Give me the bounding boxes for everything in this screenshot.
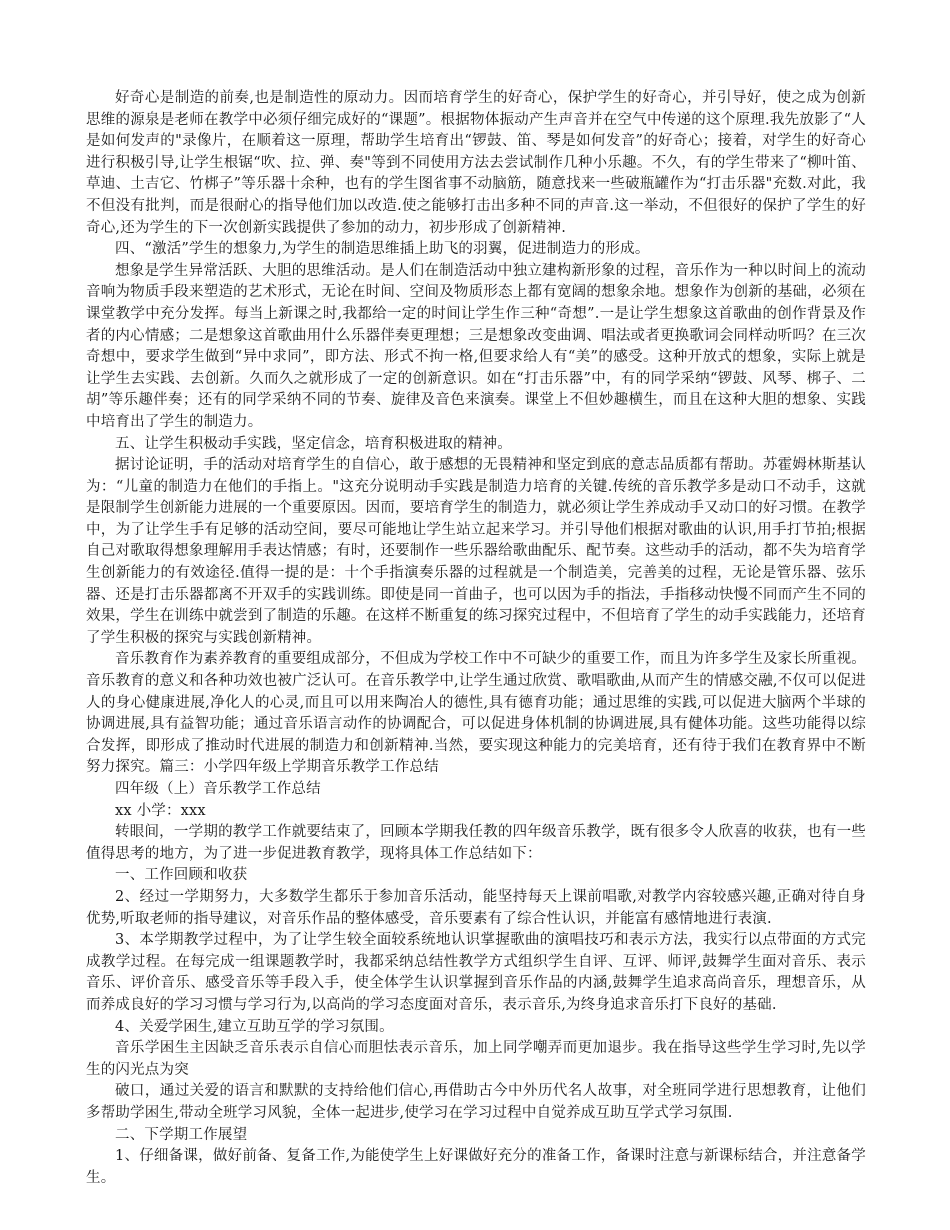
report-author: xx 小学：xxx [115,802,206,819]
paragraph: 想象是学生异常活跃、大胆的思维活动。是人们在制造活动中独立建构新形象的过程，音乐作为一种以时间上的流动音响为物质手段来塑造的艺术形式，无论在时间、空间及物质形态上都有宽阔的想象余地。想象作为创新的基础，必须在课堂教学中充分发挥。每当上新课之时,我都给一定的时间让学生作三种“奇想”.一是让学生想象这首歌曲的创作背景及作者的内心情感；二是想象这首歌曲用什么乐器伴奏更理想；三是想象改变曲调、唱法或者更换歌词会同样动听吗？在三次奇想中，要求学生做到“异中求同”，即方法、形式不拘一格,但要求给人有“美”的感受。这种开放式的想象，实际上就是让学生去实践、去创新。久而久之就形成了一定的创新意识。如在“打击乐器”中，有的同学采纳“锣鼓、风琴、梆子、二胡”等乐趣伴奏；还有的同学采纳不同的节奏、旋律及音色来演奏。课堂上不但妙趣横生，而且在这种大胆的想象、实践中培育出了学生的制造力。 [86,262,866,430]
section-heading: 二、下学期工作展望 [115,1126,248,1143]
paragraph: 破口，通过关爱的语言和默默的支持给他们信心,再借助古今中外历代名人故事，对全班同学进行思想教育，让他们多帮助学困生,带动全班学习风貌，全体一起进步,使学习在学习过程中自觉养成互助互学式学习氛围. [86,1083,866,1121]
paragraph: 音乐学困生主因缺乏音乐表示自信心而胆怯表示音乐，加上同学嘲弄而更加退步。我在指导这些学生学习时,先以学生的闪光点为突 [86,1040,866,1078]
section-heading: 一、工作回顾和收获 [115,867,248,884]
paragraph: 转眼间，一学期的教学工作就要结束了，回顾本学期我任教的四年级音乐教学，既有很多令人欣喜的收获，也有一些值得思考的地方，为了进一步促进教育教学，现将具体工作总结如下： [86,824,866,862]
paragraph: 好奇心是制造的前奏,也是制造性的原动力。因而培育学生的好奇心，保护学生的好奇心，并引导好，使之成为创新思维的源泉是老师在教学中必须仔细完成好的“课题”。根据物体振动产生声音并在空气中传递的这个原理.我先放影了“人是如何发声的"录像片，在顺着这一原理，帮助学生培育出“锣鼓、笛、琴是如何发音”的好奇心；接着，对学生的好奇心进行积极引导,让学生根锯“吹、拉、弹、奏"等到不同使用方法去尝试制作几种小乐趣。不久，有的学生带来了“柳叶笛、草迪、土吉它、竹梆子”等乐器十余种，也有的学生图省事不动脑筋，随意找来一些破瓶罐作为“打击乐器"充数.对此，我不但没有批判，而是很耐心的指导他们加以改造.使之能够打击出多种不同的声音.这一举动，不但很好的保护了学生的好奇心,还为学生的下一次创新实践提供了参加的动力，初步形成了创新精神. [86,90,866,236]
section-heading: 四、“激活”学生的想象力,为学生的制造思维插上助飞的羽翼，促进制造力的形成。 [115,241,650,258]
document-body [86,88,866,1189]
report-title: 四年级（上）音乐教学工作总结 [115,781,321,797]
paragraph: 1、仔细备课，做好前备、复备工作,为能使学生上好课做好充分的准备工作，备课时注意与新课标结合，并注意备学生。 [86,1148,866,1186]
paragraph: 2、经过一学期努力，大多数学生都乐于参加音乐活动，能坚持每天上课前唱歌,对教学内容较感兴趣,正确对待自身优势,听取老师的指导建议，对音乐作品的整体感受，音乐要素有了综合性认识，并能富有感情地进行表演. [86,888,866,927]
paragraph: 3、本学期教学过程中，为了让学生较全面较系统地认识掌握歌曲的演唱技巧和表示方法，我实行以点带面的方式完成教学过程。在每完成一组课题教学时，我都采纳总结性教学方式组织学生自评、互评、师评,鼓舞学生面对音乐、表示音乐、评价音乐、感受音乐等手段入手，使全体学生认识掌握到音乐作品的内涵,鼓舞学生追求高尚音乐，理想音乐，从而养成良好的学习习惯与学习行为,以高尚的学习态度面对音乐，表示音乐,为终身追求音乐打下良好的基础. [86,932,866,1013]
paragraph: 据讨论证明，手的活动对培育学生的自信心，敢于感想的无畏精神和坚定到底的意志品质都有帮助。苏霍姆林斯基认为：“儿童的制造力在他们的手指上。"这充分说明动手实践是制造力培育的关键.传统的音乐教学多是动口不动手，这就是限制学生创新能力进展的一个重要原因。因而，要培育学生的制造力，就必须让学生养成动手又动口的好习惯。在教学中，为了让学生手有足够的活动空间，要尽可能地让学生站立起来学习。并引导他们根据对歌曲的认识,用手打节拍;根据自己对歌取得想象理解用手表达情感；有时，还要制作一些乐器给歌曲配乐、配节奏。这些动手的活动，都不失为培育学生创新能力的有效途径.值得一提的是：十个手指演奏乐器的过程就是一个制造美，完善美的过程，无论是管乐器、弦乐器、还是打击乐器都离不开双手的实践训练。即使是同一首曲子，也可以因为手的指法，手指移动快慢不同而产生不同的效果，学生在训练中就尝到了制造的乐趣。在这样不断重复的练习探究过程中，不但培育了学生的动手实践能力，还培育了学生积极的探究与实践创新精神。 [86,457,866,646]
section-heading: 4、关爱学困生,建立互助互学的学习氛围。 [115,1018,394,1035]
section-heading: 五、让学生积极动手实践，坚定信念，培育积极进取的精神。 [115,435,512,452]
paragraph: 音乐教育作为素养教育的重要组成部分，不但成为学校工作中不可缺少的重要工作，而且为许多学生及家长所重视。音乐教育的意义和各种功效也被广泛认可。在音乐教学中,让学生通过欣赏、歌唱歌曲,从而产生的情感交融,不仅可以促进人的身心健康进展,净化人的心灵,而且可以用来陶冶人的德性,具有德育功能；通过思维的实践,可以促进大脑两个半球的协调进展,具有益智功能；通过音乐语言动作的协调配合，可以促进身体机制的协调进展,具有健体功能。这些功能得以综合发挥，即形成了推动时代进展的制造力和创新精神.当然，要实现这种能力的完美培育，还有待于我们在教育界中不断努力探究。篇三：小学四年级上学期音乐教学工作总结 [86,651,866,776]
